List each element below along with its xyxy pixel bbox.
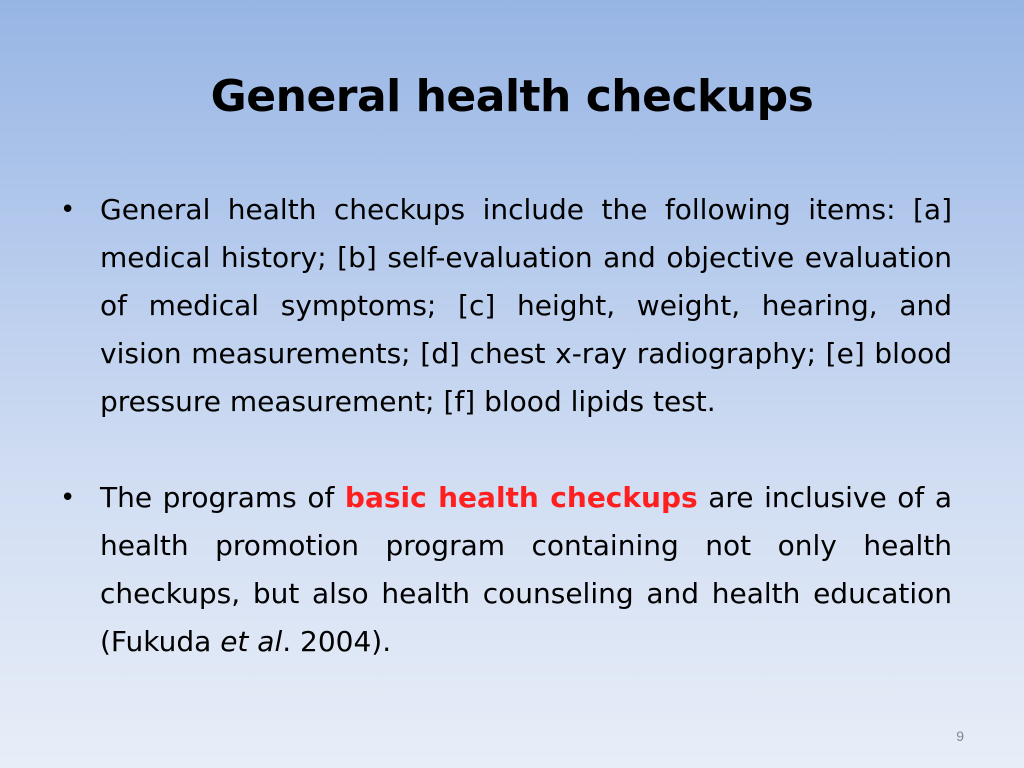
highlighted-term: basic health checkups (344, 481, 698, 514)
bullet-text-middle: are inclusive of a health promotion program containing not only health checkups, but also health counseling and health education (Fukuda (100, 481, 953, 658)
bullet-item-checkup-items (60, 186, 952, 426)
bullet-icon: • (60, 195, 76, 225)
citation-et-al: et al (220, 625, 283, 658)
bullet-text-start: The programs of (100, 481, 345, 514)
slide-title: General health checkups (210, 71, 814, 122)
bullet-text: General health checkups include the following items: [a] medical history; [b] self-evaluation and objective evaluation of medical symptoms; [c] height, weight, hearing, and vision measurements; [d] chest x-ray radiography; [e] blood pressure measurement; [f] blood lipids test. (100, 193, 952, 418)
page-number: 9 (956, 728, 964, 744)
bullet-item-basic-checkups (60, 474, 952, 666)
bullet-icon: • (60, 483, 76, 513)
bullet-list (60, 186, 952, 666)
bullet-text-end: . 2004). (282, 625, 392, 658)
